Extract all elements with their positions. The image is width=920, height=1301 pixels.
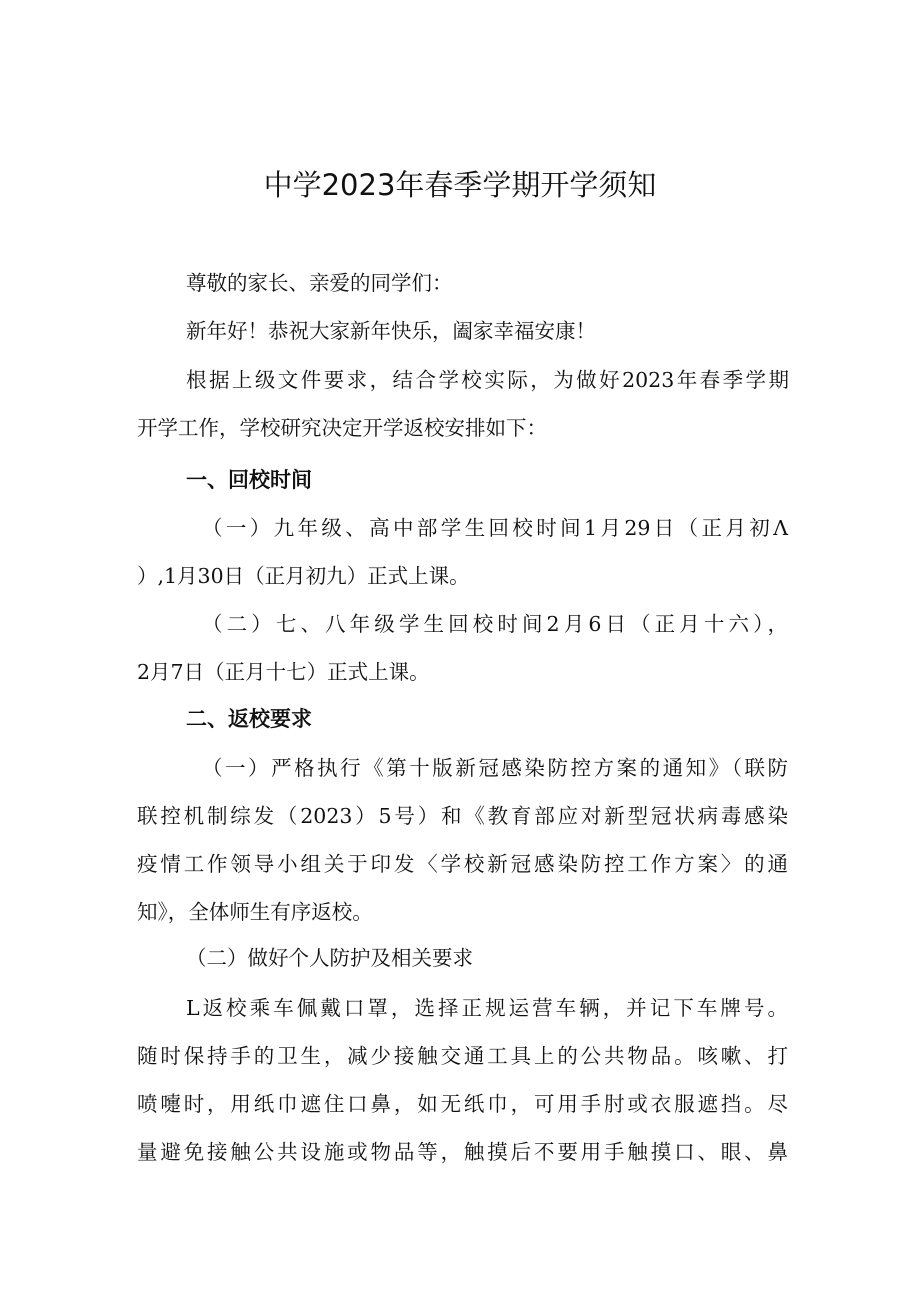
- intro-line-2: 开学工作，学校研究决定开学返校安排如下：: [137, 416, 547, 440]
- greeting: 新年好！恭祝大家新年快乐，阖家幸福安康！: [186, 319, 596, 343]
- s1-para2-line2: 2月7日（正月十七）正式上课。: [137, 660, 430, 684]
- s2-para3-line3: [137, 1089, 788, 1119]
- s2-para1-line4: 知》，全体师生有序返校。: [137, 900, 373, 924]
- s1-para1-line1-text: （一）九年级、高中部学生回校时间1月29日（正月初Λ: [202, 516, 788, 540]
- s2-para3-line4: [137, 1137, 788, 1167]
- s2-para2: （二）做好个人防护及相关要求: [186, 946, 473, 970]
- s2-para3-line2: [137, 1041, 788, 1071]
- s2-para1-line3: [137, 849, 788, 879]
- s2-para3-line1: [186, 993, 788, 1023]
- s1-para1-line1: [202, 513, 788, 543]
- s2-para1-line2-text: 联控机制综发（2023）5号）和《教育部应对新型冠状病毒感染: [137, 804, 788, 828]
- s2-para1-line2: [137, 801, 788, 831]
- document-title: 中学2023年春季学期开学须知: [263, 168, 657, 202]
- s1-para1-line2: ）,1月30日（正月初九）正式上课。: [137, 564, 470, 588]
- intro-line-1-text: 根据上级文件要求，结合学校实际，为做好2023年春季学期: [186, 368, 789, 392]
- s2-para1-line1: [202, 753, 788, 783]
- s2-para3-line4-text: 量避免接触公共设施或物品等，触摸后不要用手触摸口、眼、鼻: [137, 1140, 788, 1164]
- section-2-heading: 二、返校要求: [186, 707, 312, 731]
- salutation: 尊敬的家长、亲爱的同学们：: [186, 271, 453, 295]
- intro-line-1: [186, 365, 789, 395]
- s1-para2-line1: [202, 609, 788, 639]
- section-1-heading: 一、回校时间: [186, 468, 312, 492]
- s1-para2-line1-text: （二）七、八年级学生回校时间2月6日（正月十六），: [202, 612, 788, 636]
- s2-para1-line3-text: 疫情工作领导小组关于印发〈学校新冠感染防控工作方案〉的通: [137, 852, 788, 876]
- s2-para3-line1-text: L返校乘车佩戴口罩，选择正规运营车辆，并记下车牌号。: [186, 996, 788, 1020]
- s2-para3-line2-text: 随时保持手的卫生，减少接触交通工具上的公共物品。咳嗽、打: [137, 1044, 788, 1068]
- s2-para3-line3-text: 喷嚏时，用纸巾遮住口鼻，如无纸巾，可用手肘或衣服遮挡。尽: [137, 1092, 788, 1116]
- s2-para1-line1-text: （一）严格执行《第十版新冠感染防控方案的通知》（联防: [202, 756, 788, 780]
